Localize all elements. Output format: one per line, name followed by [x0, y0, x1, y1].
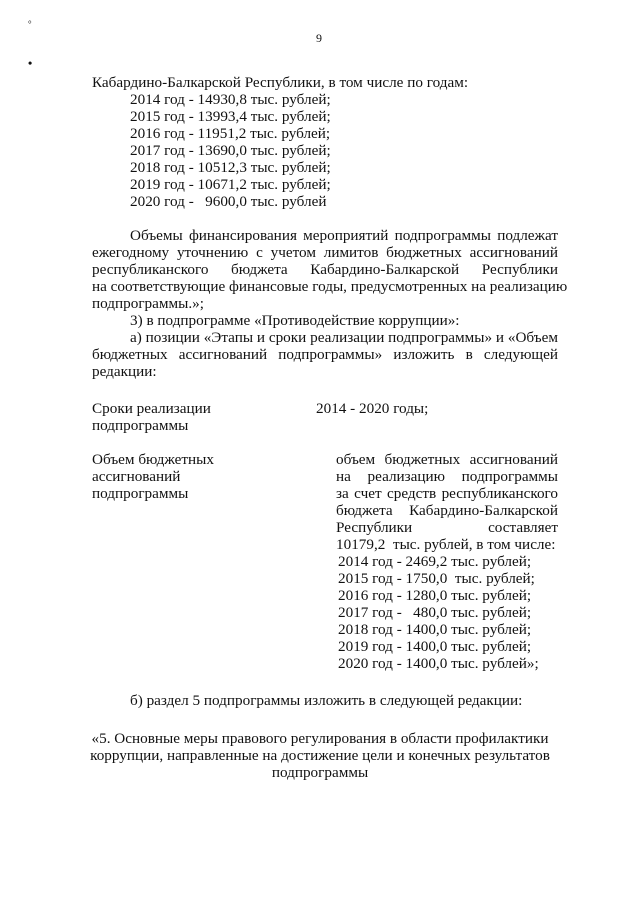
table-value-line: за счет средств республиканского	[336, 485, 558, 502]
year-line: 2015 год - 13993,4 тыс. рублей;	[130, 108, 331, 125]
table-row-label: Сроки реализации	[92, 400, 211, 417]
table-year-line: 2017 год - 480,0 тыс. рублей;	[338, 604, 532, 621]
section-heading: подпрограммы	[271, 764, 369, 781]
table-year-line: 2016 год - 1280,0 тыс. рублей;	[338, 587, 532, 604]
year-line: 2017 год - 13690,0 тыс. рублей;	[130, 142, 331, 159]
item-a-line: а) позиции «Этапы и сроки реализации подпрограммы» и «Объем	[130, 329, 558, 346]
margin-mark: •	[28, 56, 33, 70]
paragraph-line: ежегодному уточнению с учетом лимитов бюджетных ассигнований	[92, 244, 558, 261]
year-line: 2019 год - 10671,2 тыс. рублей;	[130, 176, 331, 193]
page-number: 9	[316, 31, 322, 45]
table-year-line: 2018 год - 1400,0 тыс. рублей;	[338, 621, 532, 638]
item-b: б) раздел 5 подпрограммы изложить в следующей редакции:	[130, 692, 523, 709]
table-row-value: 2014 - 2020 годы;	[316, 400, 429, 417]
table-value-line: на реализацию подпрограммы	[336, 468, 558, 485]
item-a-line: редакции:	[92, 363, 157, 380]
table-value-line: бюджета Кабардино-Балкарской	[336, 502, 558, 519]
table-row-label: подпрограммы	[92, 485, 189, 502]
section-heading: коррупции, направленные на достижение цели и конечных результатов	[90, 747, 550, 764]
paragraph-line: подпрограммы.»;	[92, 295, 204, 312]
table-value-line: объем бюджетных ассигнований	[336, 451, 558, 468]
paragraph-line: республиканского бюджета Кабардино-Балкарской Республики	[92, 261, 558, 278]
year-line: 2020 год - 9600,0 тыс. рублей	[130, 193, 327, 210]
table-row-label: ассигнований	[92, 468, 181, 485]
year-line: 2016 год - 11951,2 тыс. рублей;	[130, 125, 331, 142]
table-row-label: Объем бюджетных	[92, 451, 214, 468]
item-3: 3) в подпрограмме «Противодействие коррупции»:	[130, 312, 460, 329]
table-total: 10179,2 тыс. рублей, в том числе:	[336, 536, 556, 553]
paragraph-line: Объемы финансирования мероприятий подпрограммы подлежат	[130, 227, 558, 244]
table-value-line: Республики составляет	[336, 519, 558, 536]
paragraph-line: на соответствующие финансовые годы, предусмотренных на реализацию	[92, 278, 568, 295]
table-row-label: подпрограммы	[92, 417, 189, 434]
table-year-line: 2019 год - 1400,0 тыс. рублей;	[338, 638, 532, 655]
table-year-line: 2014 год - 2469,2 тыс. рублей;	[338, 553, 532, 570]
year-line: 2014 год - 14930,8 тыс. рублей;	[130, 91, 331, 108]
item-a-line: бюджетных ассигнований подпрограммы» изложить в следующей	[92, 346, 558, 363]
table-year-line: 2015 год - 1750,0 тыс. рублей;	[338, 570, 535, 587]
section-heading: «5. Основные меры правового регулирования в области профилактики	[91, 730, 549, 747]
table-year-line: 2020 год - 1400,0 тыс. рублей»;	[338, 655, 539, 672]
year-line: 2018 год - 10512,3 тыс. рублей;	[130, 159, 331, 176]
margin-mark: °	[28, 19, 32, 29]
intro-line: Кабардино-Балкарской Республики, в том числе по годам:	[92, 74, 469, 91]
